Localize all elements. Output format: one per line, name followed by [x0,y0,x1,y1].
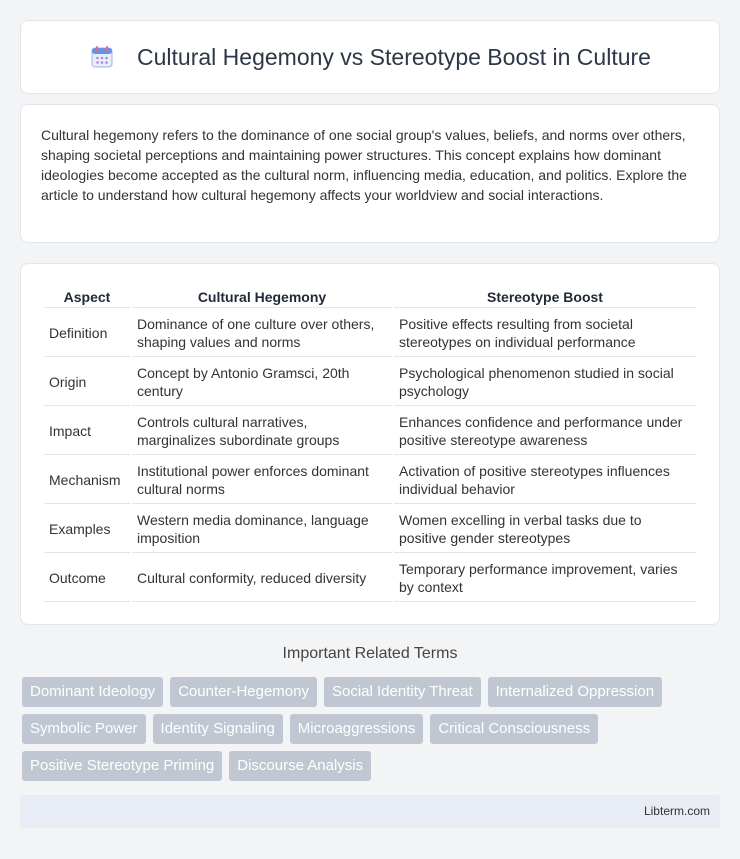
related-term-tag[interactable]: Positive Stereotype Priming [22,751,222,781]
row-cultural-hegemony: Controls cultural narratives, marginalizes subordinate groups [132,408,392,455]
table-row [44,359,696,406]
row-stereotype-boost: Activation of positive stereotypes influences individual behavior [394,457,696,504]
footer-brand-link[interactable]: Libterm.com [643,804,710,818]
header-aspect: Aspect [44,286,130,308]
row-cultural-hegemony: Concept by Antonio Gramsci, 20th century [132,359,392,406]
row-cultural-hegemony: Western media dominance, language imposition [132,506,392,553]
table-row [44,506,696,553]
intro-card [20,104,720,243]
row-aspect: Outcome [44,555,130,602]
row-stereotype-boost: Enhances confidence and performance under positive stereotype awareness [394,408,696,455]
row-cultural-hegemony: Dominance of one culture over others, shaping values and norms [132,310,392,357]
related-term-tag[interactable]: Internalized Oppression [488,677,662,707]
header-stereotype-boost: Stereotype Boost [394,286,696,308]
title-card [20,20,720,94]
intro-text: Cultural hegemony refers to the dominance of one social group's values, beliefs, and norms over others, shaping societal perceptions and maintaining power structures. This concept explains how dominant ideologies become accepted as the cultural norm, influencing media, education, and politics. Explore the article to understand how cultural hegemony affects your worldview and social interactions. [41,127,687,203]
row-aspect: Impact [44,408,130,455]
table-row [44,555,696,602]
row-stereotype-boost: Positive effects resulting from societal stereotypes on individual performance [394,310,696,357]
row-stereotype-boost: Women excelling in verbal tasks due to positive gender stereotypes [394,506,696,553]
comparison-table-card [20,263,720,625]
related-term-tag[interactable]: Discourse Analysis [229,751,371,781]
row-stereotype-boost: Psychological phenomenon studied in social psychology [394,359,696,406]
row-stereotype-boost: Temporary performance improvement, varies by context [394,555,696,602]
related-term-tag[interactable]: Dominant Ideology [22,677,163,707]
row-cultural-hegemony: Cultural conformity, reduced diversity [132,555,392,602]
related-term-tag[interactable]: Counter-Hegemony [170,677,317,707]
table-row [44,457,696,504]
row-aspect: Mechanism [44,457,130,504]
row-aspect: Definition [44,310,130,357]
header-cultural-hegemony: Cultural Hegemony [132,286,392,308]
page-title: Cultural Hegemony vs Stereotype Boost in Culture [137,43,651,70]
footer [20,795,720,828]
row-cultural-hegemony: Institutional power enforces dominant cultural norms [132,457,392,504]
table-row [44,408,696,455]
table-header-row [44,286,696,308]
related-term-tag[interactable]: Identity Signaling [153,714,283,744]
related-terms-heading: Important Related Terms [282,645,458,662]
related-term-tag[interactable]: Microaggressions [290,714,424,744]
table-row [44,310,696,357]
row-aspect: Origin [44,359,130,406]
related-term-tag[interactable]: Symbolic Power [22,714,146,744]
related-term-tag[interactable]: Social Identity Threat [324,677,481,707]
calendar-icon [89,44,115,70]
row-aspect: Examples [44,506,130,553]
related-term-tag[interactable]: Critical Consciousness [430,714,598,744]
related-terms-list [22,677,722,781]
comparison-table [42,284,698,604]
